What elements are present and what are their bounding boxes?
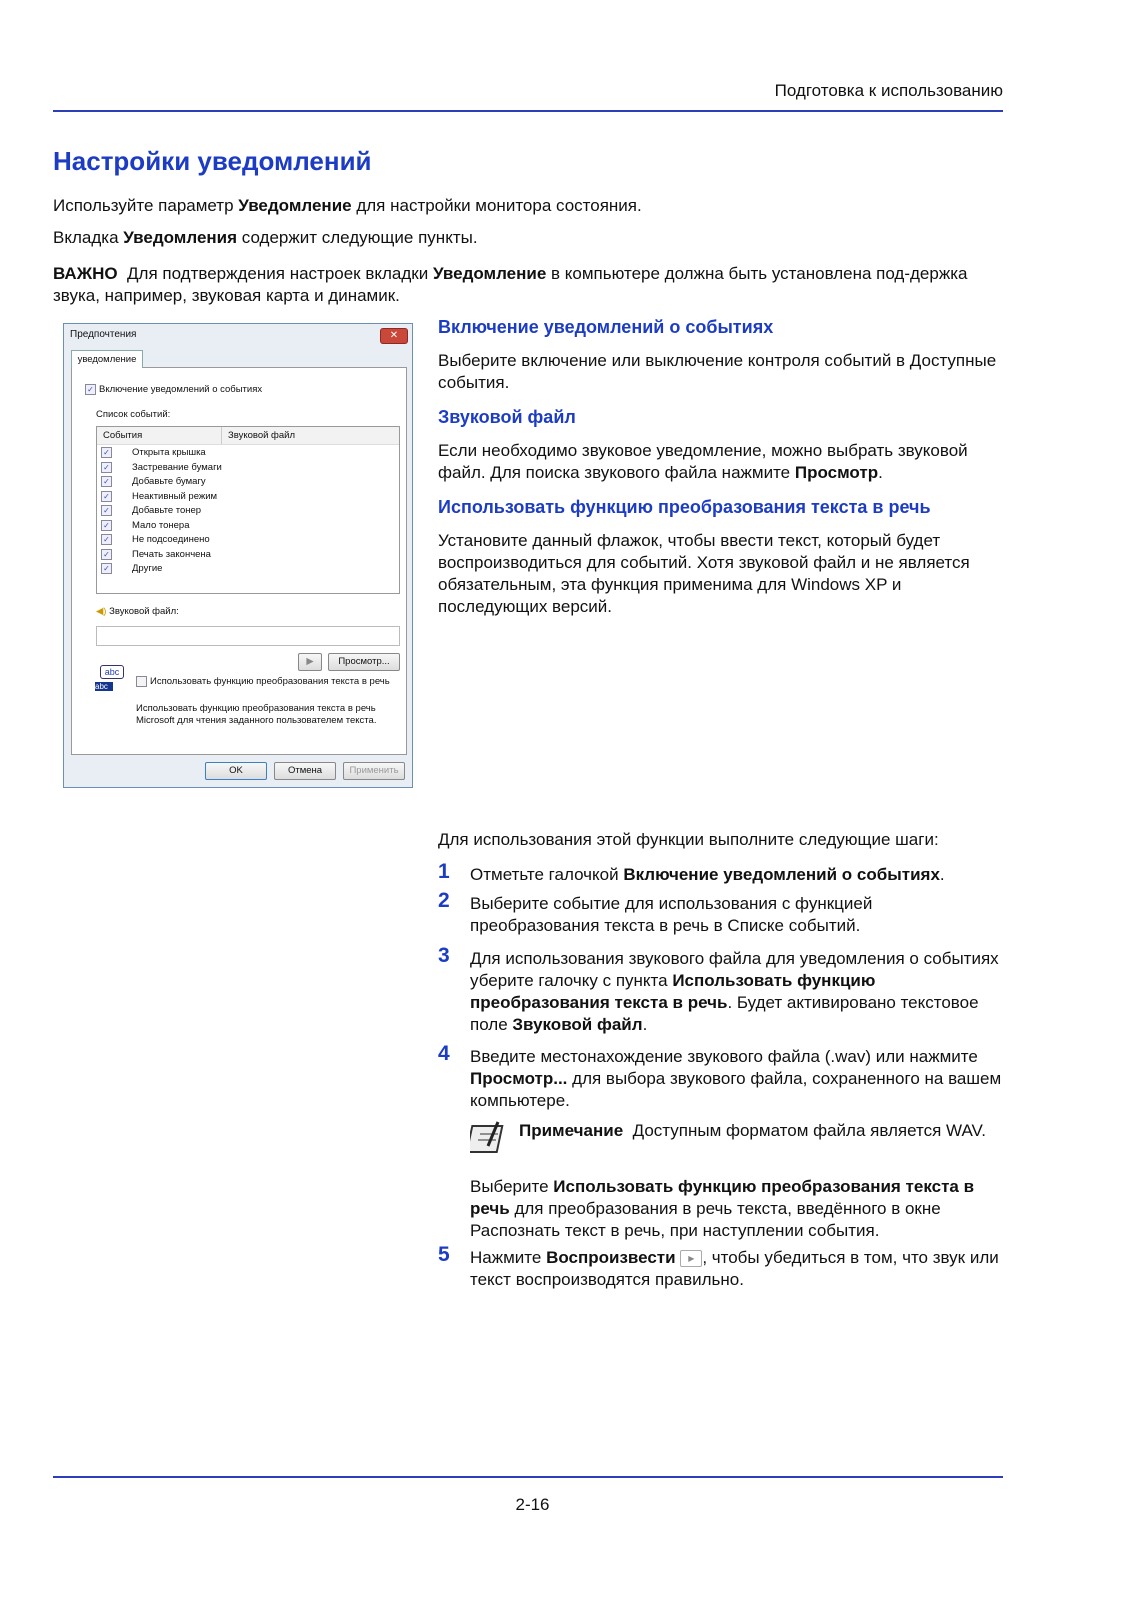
tts-description: Использовать функцию преобразования текста в речь Microsoft для чтения заданного пользователем текста. xyxy=(136,703,377,726)
important-note: ВАЖНО Для подтверждения настроек вкладки Уведомление в компьютере должна быть установлена под-держка звука, например, звуковая карта и динамик. xyxy=(53,264,968,305)
header-rule xyxy=(53,110,1003,112)
event-name: Печать закончена xyxy=(132,548,211,560)
event-row[interactable] xyxy=(101,476,206,488)
footer-rule xyxy=(53,1476,1003,1478)
tts-checkbox[interactable] xyxy=(136,676,390,688)
event-name: Другие xyxy=(132,563,163,575)
checkbox-checked-icon: ✓ xyxy=(101,520,112,531)
dialog-title: Предпочтения xyxy=(70,329,137,340)
step-text: Для использования звукового файла для уведомления о событиях уберите галочку с пункта Использовать функцию преобразования текста в речь. Будет активировано текстовое поле Звуковой файл. xyxy=(470,949,999,1034)
event-name: Открыта крышка xyxy=(132,447,206,459)
step-4-extra: Выберите Использовать функцию преобразования текста в речь для преобразования в речь текста, введённого в окне Распознать текст в речь, при наступлении события. xyxy=(470,1177,975,1240)
speaker-icon: ◀) xyxy=(96,606,107,617)
event-name: Не подсоединено xyxy=(132,534,210,546)
intro-line-1: Используйте параметр Уведомление для настройки монитора состояния. xyxy=(53,196,642,215)
intro-line-2: Вкладка Уведомления содержит следующие пункты. xyxy=(53,228,478,247)
checkbox-checked-icon: ✓ xyxy=(101,549,112,560)
browse-button[interactable]: Просмотр... xyxy=(328,653,400,671)
event-row[interactable] xyxy=(101,462,222,474)
enable-events-label: Включение уведомлений о событиях xyxy=(99,384,263,396)
step-text: Нажмите Воспроизвести ▶ , чтобы убедиться в том, что звук или текст воспроизводятся правильно. xyxy=(470,1248,999,1289)
page-title: Настройки уведомлений xyxy=(53,146,372,176)
col-sound-file[interactable]: Звуковой файл xyxy=(228,430,295,441)
play-button[interactable]: ▶ xyxy=(298,653,322,671)
steps-intro: Для использования этой функции выполните следующие шаги: xyxy=(438,830,939,849)
tts-checkbox-label: Использовать функцию преобразования текста в речь xyxy=(150,676,390,688)
event-row[interactable] xyxy=(101,534,210,546)
step-text: Введите местонахождение звукового файла (.wav) или нажмите Просмотр... для выбора звукового файла, сохраненного на вашем компьютере. xyxy=(470,1047,1002,1110)
section-heading: Включение уведомлений о событиях xyxy=(438,317,774,337)
tab-notification[interactable]: уведомление xyxy=(71,350,143,368)
event-list[interactable] xyxy=(96,426,400,594)
event-row[interactable] xyxy=(101,505,201,517)
step-number: 1 xyxy=(438,860,450,883)
section-heading: Звуковой файл xyxy=(438,407,576,427)
step-number: 4 xyxy=(438,1042,450,1065)
checkbox-unchecked-icon xyxy=(136,676,147,687)
close-button[interactable]: ✕ xyxy=(380,328,408,344)
event-name: Неактивный режим xyxy=(132,490,218,502)
running-header: Подготовка к использованию xyxy=(774,81,1003,100)
checkbox-checked-icon: ✓ xyxy=(101,447,112,458)
checkbox-checked-icon: ✓ xyxy=(101,491,112,502)
play-icon: ▶ xyxy=(680,1250,702,1267)
page-number: 2-16 xyxy=(515,1495,550,1514)
checkbox-checked-icon: ✓ xyxy=(101,563,112,574)
enable-events-checkbox[interactable] xyxy=(85,384,262,396)
list-header xyxy=(97,427,399,445)
event-row[interactable] xyxy=(101,491,217,503)
step-number: 5 xyxy=(438,1243,450,1266)
tts-bubble-icon: abc xyxy=(100,665,124,679)
event-row[interactable] xyxy=(101,549,211,561)
event-row[interactable] xyxy=(101,563,162,575)
tts-text-icon: abc xyxy=(95,682,113,691)
event-list-label: Список событий: xyxy=(96,409,171,420)
note: Примечание Доступным форматом файла является WAV. xyxy=(519,1121,987,1140)
col-events[interactable]: События xyxy=(103,430,143,441)
checkbox-checked-icon: ✓ xyxy=(101,462,112,473)
step-text: Выберите событие для использования с функцией преобразования текста в речь в Списке событий. xyxy=(470,894,873,935)
checkbox-checked-icon: ✓ xyxy=(101,505,112,516)
checkbox-checked-icon: ✓ xyxy=(85,384,96,395)
checkbox-checked-icon: ✓ xyxy=(101,534,112,545)
step-number: 2 xyxy=(438,889,450,912)
notification-panel xyxy=(71,367,407,755)
cancel-button[interactable]: Отмена xyxy=(274,762,336,780)
step-text: Отметьте галочкой Включение уведомлений о событиях. xyxy=(470,865,945,884)
apply-button[interactable]: Применить xyxy=(343,762,405,780)
preferences-dialog xyxy=(63,323,413,788)
section-heading: Использовать функцию преобразования текста в речь xyxy=(438,497,931,517)
step-number: 3 xyxy=(438,944,450,967)
event-name: Застревание бумаги xyxy=(132,461,222,473)
event-name: Мало тонера xyxy=(132,519,190,531)
section-text: Выберите включение или выключение контроля событий в Доступные события. xyxy=(438,351,997,392)
event-name: Добавьте тонер xyxy=(132,505,202,517)
ok-button[interactable]: OK xyxy=(205,762,267,780)
event-name: Добавьте бумагу xyxy=(132,476,206,488)
section-text: Установите данный флажок, чтобы ввести текст, который будет воспроизводиться для событий. Хотя звуковой файл и не является обязательным, эта функция применима для Windows XP и последующих версий. xyxy=(438,531,970,616)
section-text: Если необходимо звуковое уведомление, можно выбрать звуковой файл. Для поиска звукового файла нажмите Просмотр. xyxy=(438,441,968,482)
event-row[interactable] xyxy=(101,520,190,532)
sound-file-input[interactable] xyxy=(96,626,400,646)
checkbox-checked-icon: ✓ xyxy=(101,476,112,487)
descriptions xyxy=(438,316,1008,630)
note-icon xyxy=(470,1118,512,1156)
event-row[interactable] xyxy=(101,447,206,459)
sound-file-label: ◀) Звуковой файл: xyxy=(96,606,179,617)
